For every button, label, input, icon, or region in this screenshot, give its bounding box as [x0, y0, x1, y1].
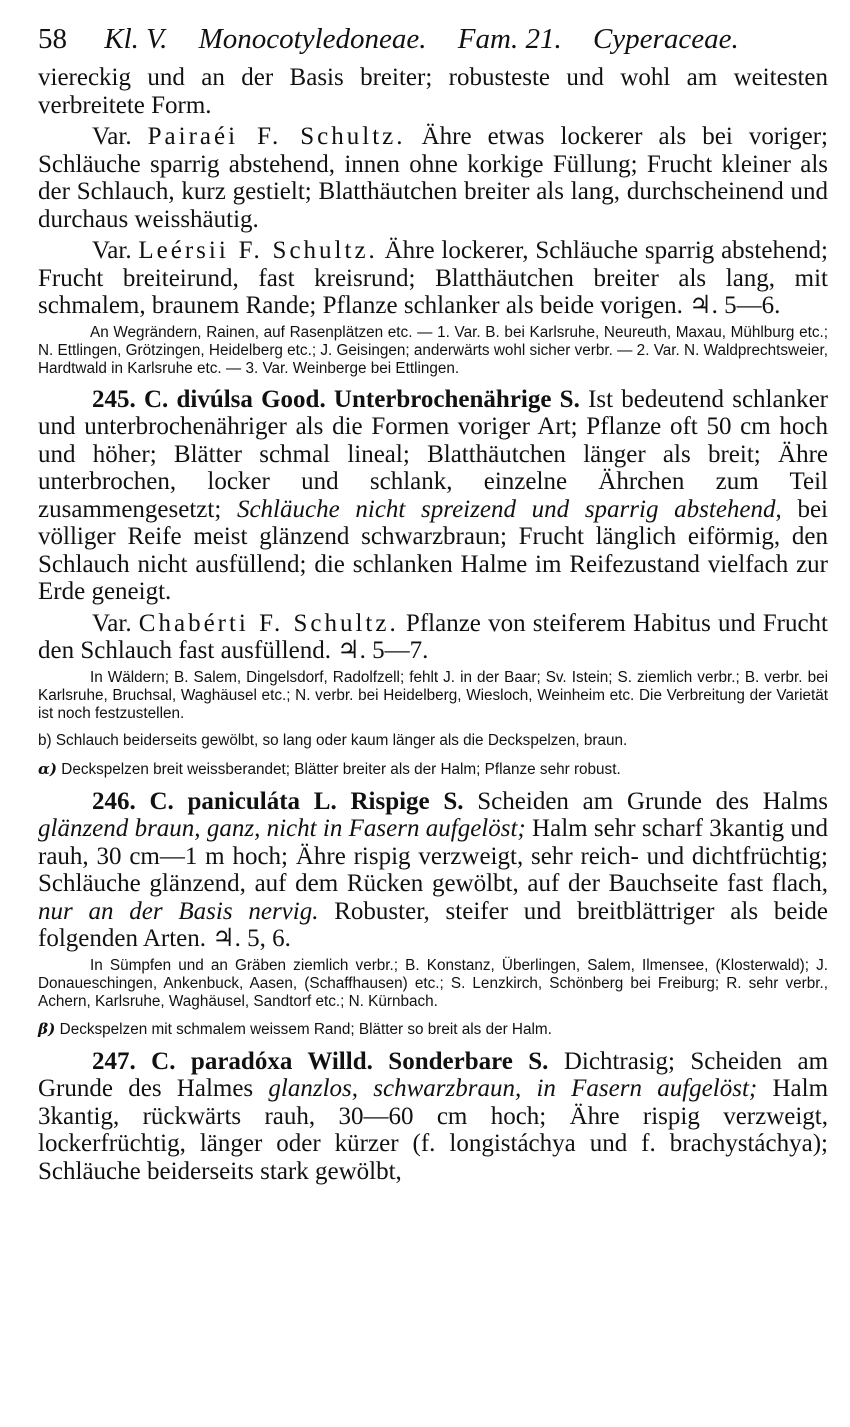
species-246	[38, 788, 828, 953]
variety-prefix: Var.	[92, 237, 132, 264]
species-italic-text: Schläuche nicht spreizend und sparrig abstehend	[236, 495, 776, 523]
variety-description: Ähre etwas lockerer als bei voriger; Schläuche sparrig abstehend, innen ohne korkige Füllung; Frucht kleiner als der Schlauch, kurz gestielt; Blatthäutchen breiter als lang, durchscheinend und durchaus weisshäutig.	[38, 123, 829, 233]
species-description-cont: , bei völliger Reife meist glänzend schwarzbraun; Frucht länglich eiförmig, den Schlauch nicht ausfüllend; die schlanken Halme im Reifezustand vielfach zur Erde geneigt.	[38, 495, 828, 605]
species-247	[38, 1048, 828, 1186]
key-text: Deckspelzen mit schmalem weissem Rand; Blätter so breit als der Halm.	[59, 1020, 552, 1038]
species-description-cont: Halm 3kantig, rückwärts rauh, 30—60 cm hoch; Ähre rispig verzweigt, lockerfrüchtig, länger oder kürzer (f. longistáchya und f. brachystáchya); Schläuche beiderseits stark gewölbt,	[38, 1075, 829, 1185]
variety-pairaei	[38, 123, 828, 233]
species-italic-text: glänzend braun, ganz, nicht in Fasern aufgelöst;	[38, 815, 526, 842]
header-family-name: Cyperaceae.	[592, 23, 739, 55]
species-description-cont: Halm sehr scharf 3kantig und rauh, 30 cm—1 m hoch; Ähre rispig verzweigt, sehr reich- und dichtfrüchtig; Schläuche glänzend, auf dem Rücken gewölbt, auf der Bauchseite fast flach,	[38, 815, 828, 897]
variety-name: Leérsii F. Schultz.	[138, 237, 378, 264]
species-description: Ist bedeutend schlanker und unterbrochenähriger als die Formen voriger Art; Pflanze oft 50 cm hoch und höher; Blätter schmal lineal; Blatthäutchen länger als breit; Ähre unterbrochen, locker und schlank, einzelne Ährchen zum Teil zusammengesetzt;	[38, 385, 828, 523]
key-entry-b: b) Schlauch beiderseits gewölbt, so lang oder kaum länger als die Deckspelzen, braun.	[38, 731, 628, 749]
species-heading: 245. C. divúlsa Good. Unterbrochenährige S.	[92, 385, 580, 413]
running-header	[38, 14, 828, 64]
variety-prefix: Var.	[92, 609, 132, 637]
species-description: Scheiden am Grunde des Halms	[477, 787, 828, 815]
header-group: Monocotyledoneae.	[198, 23, 427, 55]
species-italic-text-2: nur an der Basis nervig.	[38, 897, 319, 925]
locality-note: In Wäldern; B. Salem, Dingelsdorf, Radolfzell; fehlt J. in der Baar; Sv. Istein; S. ziemlich verbr.; B. verbr. bei Karlsruhe, Bruchsal, Waghäusel etc.; N. verbr. bei Heidelberg, Wiesloch, Weinheim etc. Die Verbreitung der Varietät ist noch festzustellen.	[38, 668, 828, 722]
key-text: Deckspelzen breit weissberandet; Blätter breiter als der Halm; Pflanze sehr robust.	[61, 760, 621, 778]
continued-paragraph: viereckig und an der Basis breiter; robusteste und wohl am weitesten verbreitete Form.	[38, 64, 828, 119]
locality-note: An Wegrändern, Rainen, auf Rasenplätzen etc. — 1. Var. B. bei Karlsruhe, Neureuth, Maxau, Mühlburg etc.; N. Ettlingen, Grötzingen, Heidelberg etc.; J. Geisingen; anderwärts wohl sicher verbr. — 2. Var. N. Waldprechtsweier, Hardtwald in Karlsruhe etc. — 3. Var. Weinberge bei Ettlingen.	[38, 323, 828, 377]
variety-description: Pflanze von steiferem Habitus und Frucht den Schlauch fast ausfüllend. ♃. 5—7.	[38, 609, 829, 664]
species-description: Dichtrasig; Scheiden am Grunde des Halmes	[38, 1047, 829, 1102]
header-family: Fam. 21.	[457, 23, 562, 55]
variety-chaberti	[38, 610, 828, 665]
variety-description: Ähre lockerer, Schläuche sparrig abstehend; Frucht breiteirund, fast kreisrund; Blatthäutchen breiter als lang, mit schmalem, braunem Rande; Pflanze schlanker als beide vorigen. ♃. 5—6.	[38, 237, 828, 319]
page-number: 58	[38, 23, 67, 55]
species-heading: 246. C. paniculáta L. Rispige S.	[92, 787, 464, 815]
species-italic-text: glanzlos, schwarzbraun, in Fasern aufgelöst;	[268, 1075, 758, 1102]
key-entry-alpha	[38, 759, 828, 780]
header-class: Kl. V.	[104, 23, 168, 55]
species-245	[38, 386, 828, 606]
species-heading: 247. C. paradóxa Willd. Sonderbare S.	[92, 1047, 549, 1075]
variety-leersii	[38, 237, 828, 320]
key-entry-beta	[38, 1019, 828, 1040]
variety-prefix: Var.	[92, 123, 132, 150]
variety-name: Chabérti F. Schultz.	[138, 609, 399, 637]
key-symbol: β)	[38, 1019, 56, 1038]
locality-note: In Sümpfen und an Gräben ziemlich verbr.; B. Konstanz, Überlingen, Salem, Ilmensee, (Klosterwald); J. Donaueschingen, Ankenbuck, Aasen, (Schaffhausen) etc.; S. Lenzkirch, Schönberg bei Freiburg; R. sehr verbr., Achern, Karlsruhe, Waghäusel, Sandtorf etc.; N. Kürnbach.	[38, 956, 828, 1010]
key-symbol: α)	[38, 759, 58, 778]
species-description-end: Robuster, steifer und breitblättriger als beide folgenden Arten. ♃. 5, 6.	[38, 897, 828, 952]
variety-name: Pairaéi F. Schultz.	[147, 123, 406, 150]
